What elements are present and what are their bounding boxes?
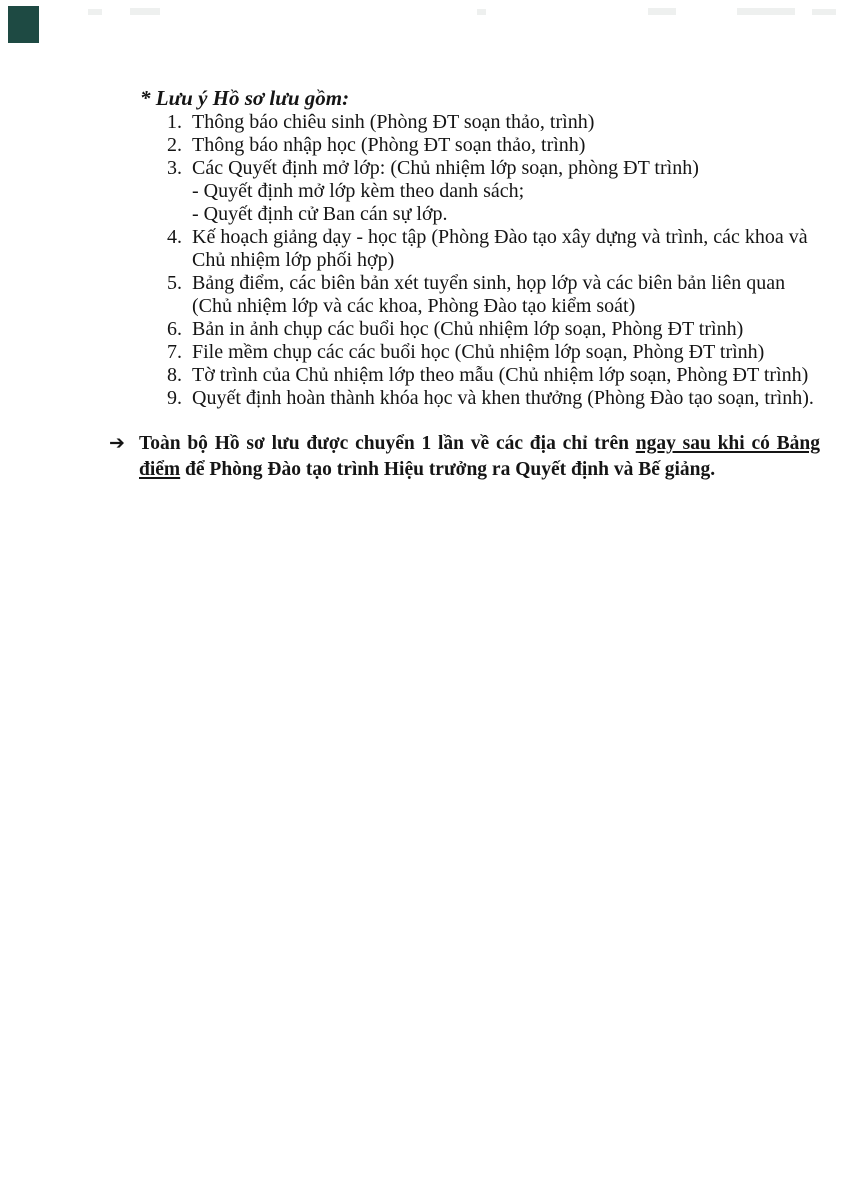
list-item-text: Các Quyết định mở lớp: (Chủ nhiệm lớp soạn, phòng ĐT trình): [192, 157, 699, 179]
list-item-number: 2.: [167, 134, 182, 156]
note-text-post: để Phòng Đào tạo trình Hiệu trưởng ra Quyết định và Bế giảng.: [180, 459, 716, 480]
scan-noise: [477, 9, 486, 15]
note-text-underlined: ngay sau khi có Bảng điểm: [139, 433, 820, 480]
list-item-3-subline-2: - Quyết định cử Ban cán sự lớp.: [192, 203, 448, 225]
list-item-text: File mềm chụp các các buổi học (Chủ nhiệm lớp soạn, Phòng ĐT trình): [192, 341, 765, 363]
list-item-8: [140, 364, 826, 387]
list-item-2: [140, 134, 826, 157]
list-item-number: 8.: [167, 364, 182, 386]
section-heading: * Lưu ý Hồ sơ lưu gồm:: [140, 86, 350, 110]
list-item-1: [140, 111, 826, 134]
note-paragraph: [109, 430, 820, 483]
list-item-6: [140, 318, 826, 341]
list-item-text: Bảng điểm, các biên bản xét tuyển sinh, họp lớp và các biên bản liên quan (Chủ nhiệm lớp và các khoa, Phòng Đào tạo kiểm soát): [192, 272, 786, 317]
note-text-pre: Toàn bộ Hồ sơ lưu được chuyển 1 lần về các địa chỉ trên: [139, 433, 636, 454]
list-item-3-subline-1: - Quyết định mở lớp kèm theo danh sách;: [192, 180, 525, 202]
list-item-4: [140, 226, 826, 272]
list-item-text: Kế hoạch giảng dạy - học tập (Phòng Đào tạo xây dựng và trình, các khoa và Chủ nhiệm lớp phối hợp): [192, 226, 808, 271]
list-item-text: Tờ trình của Chủ nhiệm lớp theo mẫu (Chủ nhiệm lớp soạn, Phòng ĐT trình): [192, 364, 809, 386]
list-item-text: Bản in ảnh chụp các buổi học (Chủ nhiệm lớp soạn, Phòng ĐT trình): [192, 318, 744, 340]
list-item-number: 1.: [167, 111, 182, 133]
scan-noise: [648, 8, 676, 15]
arrow-right-icon: ➔: [109, 432, 125, 454]
numbered-list: [140, 111, 826, 410]
list-item-5: [140, 272, 826, 318]
scan-noise: [88, 9, 102, 15]
list-item-text: Quyết định hoàn thành khóa học và khen thưởng (Phòng Đào tạo soạn, trình).: [192, 387, 814, 409]
list-item-9: [140, 387, 826, 410]
list-item-number: 6.: [167, 318, 182, 340]
document-content: [109, 85, 826, 483]
list-item-3: [140, 157, 826, 180]
scan-noise: [130, 8, 160, 15]
list-item-number: 9.: [167, 387, 182, 409]
scan-noise: [812, 9, 836, 15]
list-item-number: 3.: [167, 157, 182, 179]
list-item-7: [140, 341, 826, 364]
list-item-text: Thông báo nhập học (Phòng ĐT soạn thảo, trình): [192, 134, 586, 156]
list-item-number: 7.: [167, 341, 182, 363]
list-item-number: 4.: [167, 226, 182, 248]
scan-noise: [737, 8, 795, 15]
list-item-number: 5.: [167, 272, 182, 294]
scan-artifact-corner: [8, 6, 39, 43]
list-item-text: Thông báo chiêu sinh (Phòng ĐT soạn thảo, trình): [192, 111, 595, 133]
